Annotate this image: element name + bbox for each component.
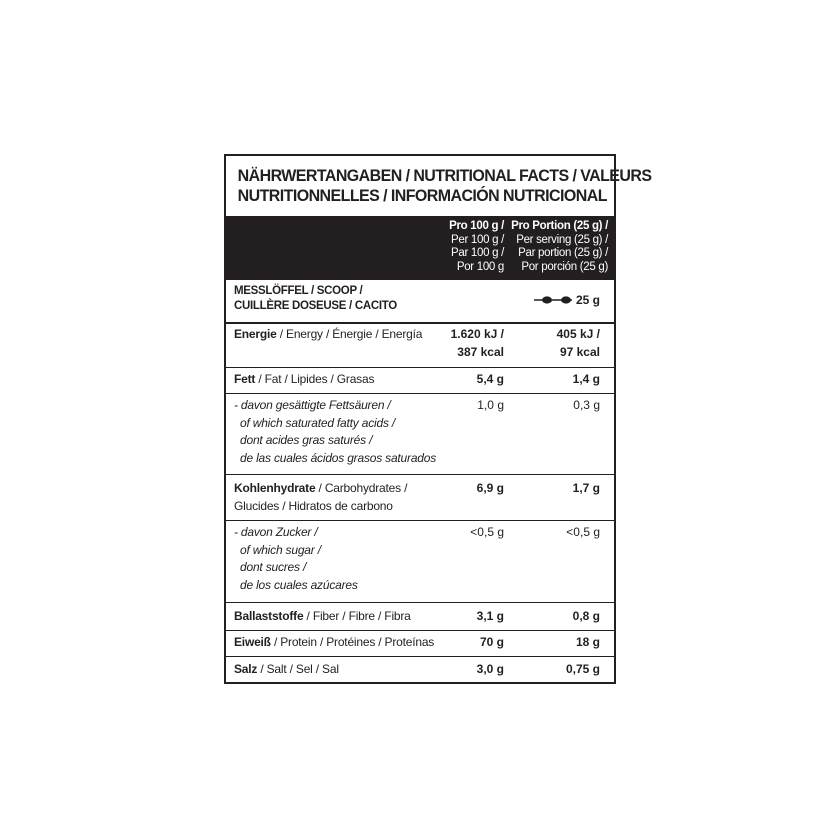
carbohydrates-per-100g: 6,9 g	[476, 481, 504, 495]
sugar-per-portion: <0,5 g	[566, 525, 600, 539]
scoop-row	[226, 280, 614, 324]
salt-per-100g: 3,0 g	[476, 662, 504, 676]
sugar-per-100g: <0,5 g	[470, 525, 504, 539]
scoop-label: MESSLÖFFEL / SCOOP / CUILLÈRE DOSEUSE / CACITO	[234, 285, 397, 312]
row-divider	[226, 630, 614, 631]
title-line-2: NUTRITIONNELLES / INFORMACIÓN NUTRICIONAL	[237, 186, 607, 205]
column-header	[226, 216, 614, 280]
fat-per-100g: 5,4 g	[476, 372, 504, 386]
label-title	[237, 156, 652, 216]
row-divider	[226, 367, 614, 368]
energy-per-100g: 1.620 kJ / 387 kcal	[450, 327, 504, 359]
fiber-per-portion: 0,8 g	[572, 609, 600, 623]
row-divider	[226, 474, 614, 475]
protein-per-portion: 18 g	[575, 635, 600, 649]
scoop-value: 25 g	[534, 293, 600, 307]
per-100g-header: Pro 100 g / Per 100 g / Par 100 g / Por 100 g	[449, 220, 504, 273]
nutrition-label: NÄHRWERTANGABEN / NUTRITIONAL FACTS / VALEURS NUTRITIONNELLES / INFORMACIÓN NUTRICIONAL Pro 100 g / Per 100 g / Par 100 g / Por 100 g Pro Portion (25 g) / Per serving (25 g) / Par portion (25 g) / Por porción (25 g) MESSLÖFFEL / SCOOP / CUILLÈRE DOSEUSE / CACITO 25 g Energie / Energy / Énergie / Energía 1.620 kJ / 387 kcal 405 kJ / 97 kcal Fett / Fat / Lipides / Grasas 5,4 g 1,4 g - davon gesättigte Fettsäuren / of which saturated fatty acids / dont acides gras saturés / de las cuales ácidos grasos saturados 1,0 g 0,3 g Kohlenhydrate / Carbohydrates / Glucides / Hidratos de carbono 6,9 g 1,7 g - davon Zucker / of which sugar / dont sucres / de los cuales azúcares <0,5 g <0,5 g Ballaststoffe / Fiber / Fibre / Fibra 3,1 g 0,8 g Eiweiß / Protein / Protéines / Proteínas 70 g 18 g Salz / Salt / Sel / Sal 3,0 g 0,75 g	[224, 154, 616, 684]
title-line-1: NÄHRWERTANGABEN / NUTRITIONAL FACTS / VALEURS	[237, 166, 652, 185]
fat-per-portion: 1,4 g	[572, 372, 600, 386]
protein-per-100g: 70 g	[479, 635, 504, 649]
saturated-fat-per-100g: 1,0 g	[477, 398, 504, 412]
per-portion-header: Pro Portion (25 g) / Per serving (25 g) / Par portion (25 g) / Por porción (25 g)	[511, 220, 608, 273]
row-divider	[226, 602, 614, 603]
salt-per-portion: 0,75 g	[565, 662, 600, 676]
row-divider	[226, 520, 614, 521]
carbohydrates-per-portion: 1,7 g	[572, 481, 600, 495]
fiber-per-100g: 3,1 g	[476, 609, 504, 623]
energy-per-portion: 405 kJ / 97 kcal	[556, 327, 600, 359]
saturated-fat-per-portion: 0,3 g	[573, 398, 600, 412]
row-divider	[226, 656, 614, 657]
scoop-icon	[534, 294, 572, 306]
row-divider	[226, 393, 614, 394]
